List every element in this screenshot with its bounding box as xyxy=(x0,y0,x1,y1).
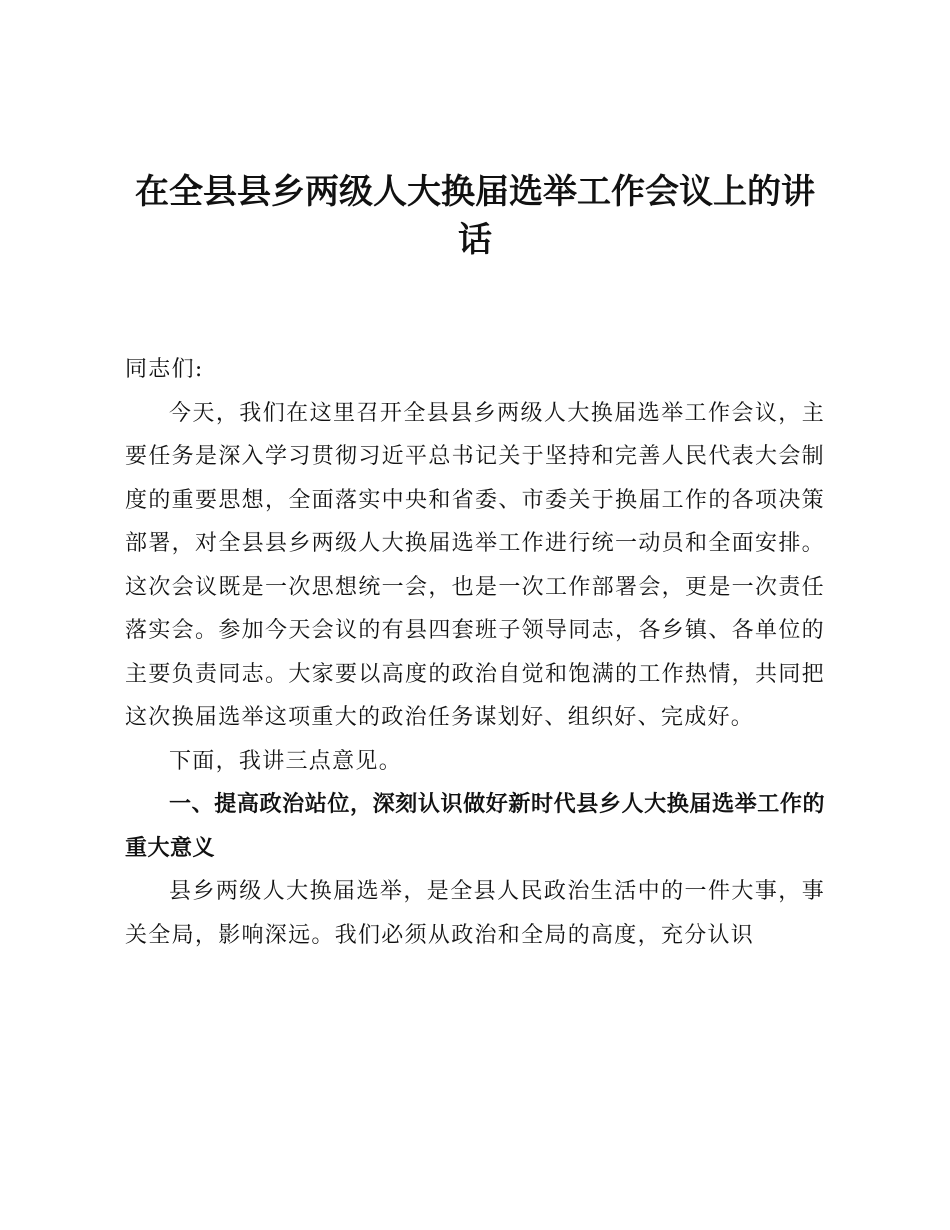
paragraph-outline: 下面，我讲三点意见。 xyxy=(169,748,403,774)
section-1-paragraph: 县乡两级人大换届选举，是全县人民政治生活中的一件大事，事关全局，影响深远。我们必须从政治和全局的高度，充分认识 xyxy=(125,879,825,948)
salutation: 同志们: xyxy=(125,357,204,382)
document-title: 在全县县乡两级人大换届选举工作会议上的讲话 xyxy=(135,172,815,260)
document-body xyxy=(125,348,825,957)
paragraph-intro: 今天，我们在这里召开全县县乡两级人大换届选举工作会议，主要任务是深入学习贯彻习近平总书记关于坚持和完善人民代表大会制度的重要思想，全面落实中央和省委、市委关于换届工作的各项决策部署，对全县县乡两级人大换届选举工作进行统一动员和全面安排。这次会议既是一次思想统一会，也是一次工作部署会，更是一次责任落实会。参加今天会议的有县四套班子领导同志，各乡镇、各单位的主要负责同志。大家要以高度的政治自觉和饱满的工作热情，共同把这次换届选举这项重大的政治任务谋划好、组织好、完成好。 xyxy=(125,400,825,730)
section-heading-1: 一、提高政治站位，深刻认识做好新时代县乡人大换届选举工作的重大意义 xyxy=(125,792,825,861)
